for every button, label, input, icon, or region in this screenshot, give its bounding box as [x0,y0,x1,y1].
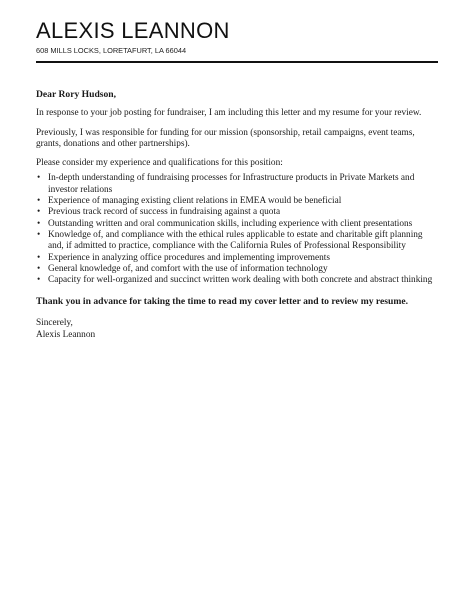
sender-address: 608 MILLS LOCKS, LORETAFURT, LA 66044 [36,46,187,55]
bullet-icon: • [37,207,41,218]
list-item-text: In-depth understanding of fundraising processes for Infrastructure products in Private Markets and investor relations [48,173,415,195]
list-item-text: Experience in analyzing office procedures and implementing improvements [48,252,330,263]
bullet-icon: • [37,218,41,229]
letter-header [36,18,438,56]
salutation: Dear Rory Hudson, [36,89,117,100]
paragraph-experience: Previously, I was responsible for funding for our mission (sponsorship, retail campaigns, event teams, grants, donations and other partnerships). [36,127,415,149]
list-item [36,207,438,218]
list-item-text: Experience of managing existing client relations in EMEA would be beneficial [48,196,342,207]
closing: Sincerely, [36,318,73,329]
list-item-text: Outstanding written and oral communication skills, including experience with client presentations [48,218,413,229]
header-divider [36,61,438,63]
list-item [36,230,438,253]
list-item [36,264,438,275]
list-item-text: Previous track record of success in fundraising against a quota [48,207,281,218]
signature: Alexis Leannon [36,329,96,340]
bullet-icon: • [37,229,41,240]
bullet-icon: • [37,263,41,274]
bullet-icon: • [37,173,41,184]
list-item [36,253,438,264]
paragraph-intro: In response to your job posting for fundraiser, I am including this letter and my resume for your review. [36,108,422,119]
list-item [36,275,438,286]
bullet-icon: • [37,275,41,286]
sender-name: ALEXIS LEANNON [36,18,230,43]
list-item [36,173,438,196]
bullet-icon: • [37,196,41,207]
thank-you-note: Thank you in advance for taking the time to read my cover letter and to review my resume. [36,296,408,308]
letter-body [36,89,438,341]
list-item-text: Knowledge of, and compliance with the ethical rules applicable to estate and charitable gift planning and, if admitted to practice, compliance with the California Rules of Professional Responsibility [48,229,423,252]
qualifications-list [36,173,438,286]
list-item-text: General knowledge of, and comfort with the use of information technology [48,263,328,274]
paragraph-qualifications-lead: Please consider my experience and qualifications for this position: [36,158,283,169]
bullet-icon: • [37,252,41,263]
list-item [36,196,438,207]
list-item-text: Capacity for well-organized and succinct written work dealing with both concrete and abstract thinking [48,275,433,286]
list-item [36,219,438,230]
